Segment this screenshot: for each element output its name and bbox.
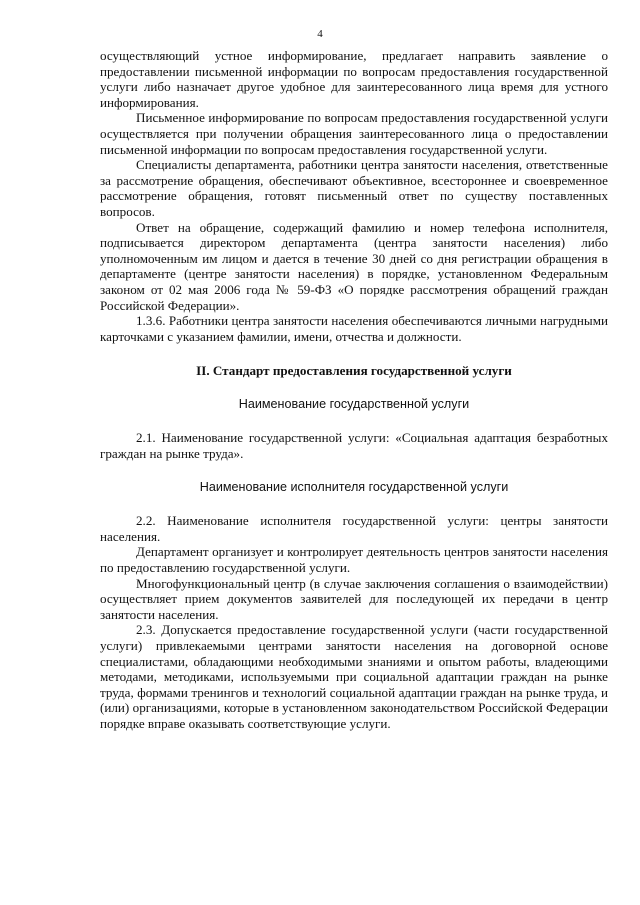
paragraph: осуществляющий устное информирование, предлагает направить заявление о предоставлении письменной информации по вопросам предоставления государственной услуги либо назначает другое удобное для заинтересованного лица время для устного информирования. bbox=[100, 48, 608, 110]
paragraph: Департамент организует и контролирует деятельность центров занятости населения по предоставлению государственной услуги. bbox=[100, 544, 608, 576]
subheading-service-name: Наименование государственной услуги bbox=[238, 396, 470, 411]
paragraph: Многофункциональный центр (в случае заключения соглашения о взаимодействии) осуществляет прием документов заявителей для последующей их передачи в центр занятости населения. bbox=[100, 575, 608, 622]
paragraph: 1.3.6. Работники центра занятости населения обеспечиваются личными нагрудными карточками с указанием фамилии, имени, отчества и должности. bbox=[100, 313, 608, 344]
paragraph: 2.1. Наименование государственной услуги: «Социальная адаптация безработных граждан на рынке труда». bbox=[100, 430, 608, 462]
paragraph: Специалисты департамента, работники центра занятости населения, ответственные за рассмотрение обращения, обеспечивают объективное, всестороннее и своевременное рассмотрение обращения, готовят письменный ответ по существу поставленных вопросов. bbox=[100, 157, 608, 219]
section-title: II. Стандарт предоставления государственной услуги bbox=[196, 363, 512, 379]
paragraph: Письменное информирование по вопросам предоставления государственной услуги осуществляется при получении обращения заинтересованного лица о предоставлении письменной информации по вопросам предоставления государственной услуги. bbox=[100, 110, 608, 157]
subheading-executor-name: Наименование исполнителя государственной услуги bbox=[199, 479, 509, 494]
paragraph: Ответ на обращение, содержащий фамилию и номер телефона исполнителя, подписывается директором департамента (центра занятости населения) либо уполномоченным им лицом и дается в течение 30 дней со дня регистрации обращения в департаменте (центре занятости населения) в порядке, установленном Федеральным законом от 02 мая 2006 года № 59-ФЗ «О порядке рассмотрения обращений граждан Российской Федерации». bbox=[100, 219, 608, 313]
page-number: 4 bbox=[317, 28, 323, 40]
document-body bbox=[100, 48, 608, 732]
paragraph: 2.2. Наименование исполнителя государственной услуги: центры занятости населения. bbox=[100, 513, 608, 544]
paragraph: 2.3. Допускается предоставление государственной услуги (части государственной услуги) привлекаемыми центрами занятости населения на договорной основе специалистами, обладающими необходимыми знаниями и опытом работы, владеющими методами, методиками, используемыми при социальной адаптации граждан на рынке труда, формами тренингов и технологий социальной адаптации граждан на рынке труда, и (или) организациями, которые в установленном законодательством Российской Федерации порядке вправе оказывать соответствующие услуги. bbox=[100, 622, 608, 731]
